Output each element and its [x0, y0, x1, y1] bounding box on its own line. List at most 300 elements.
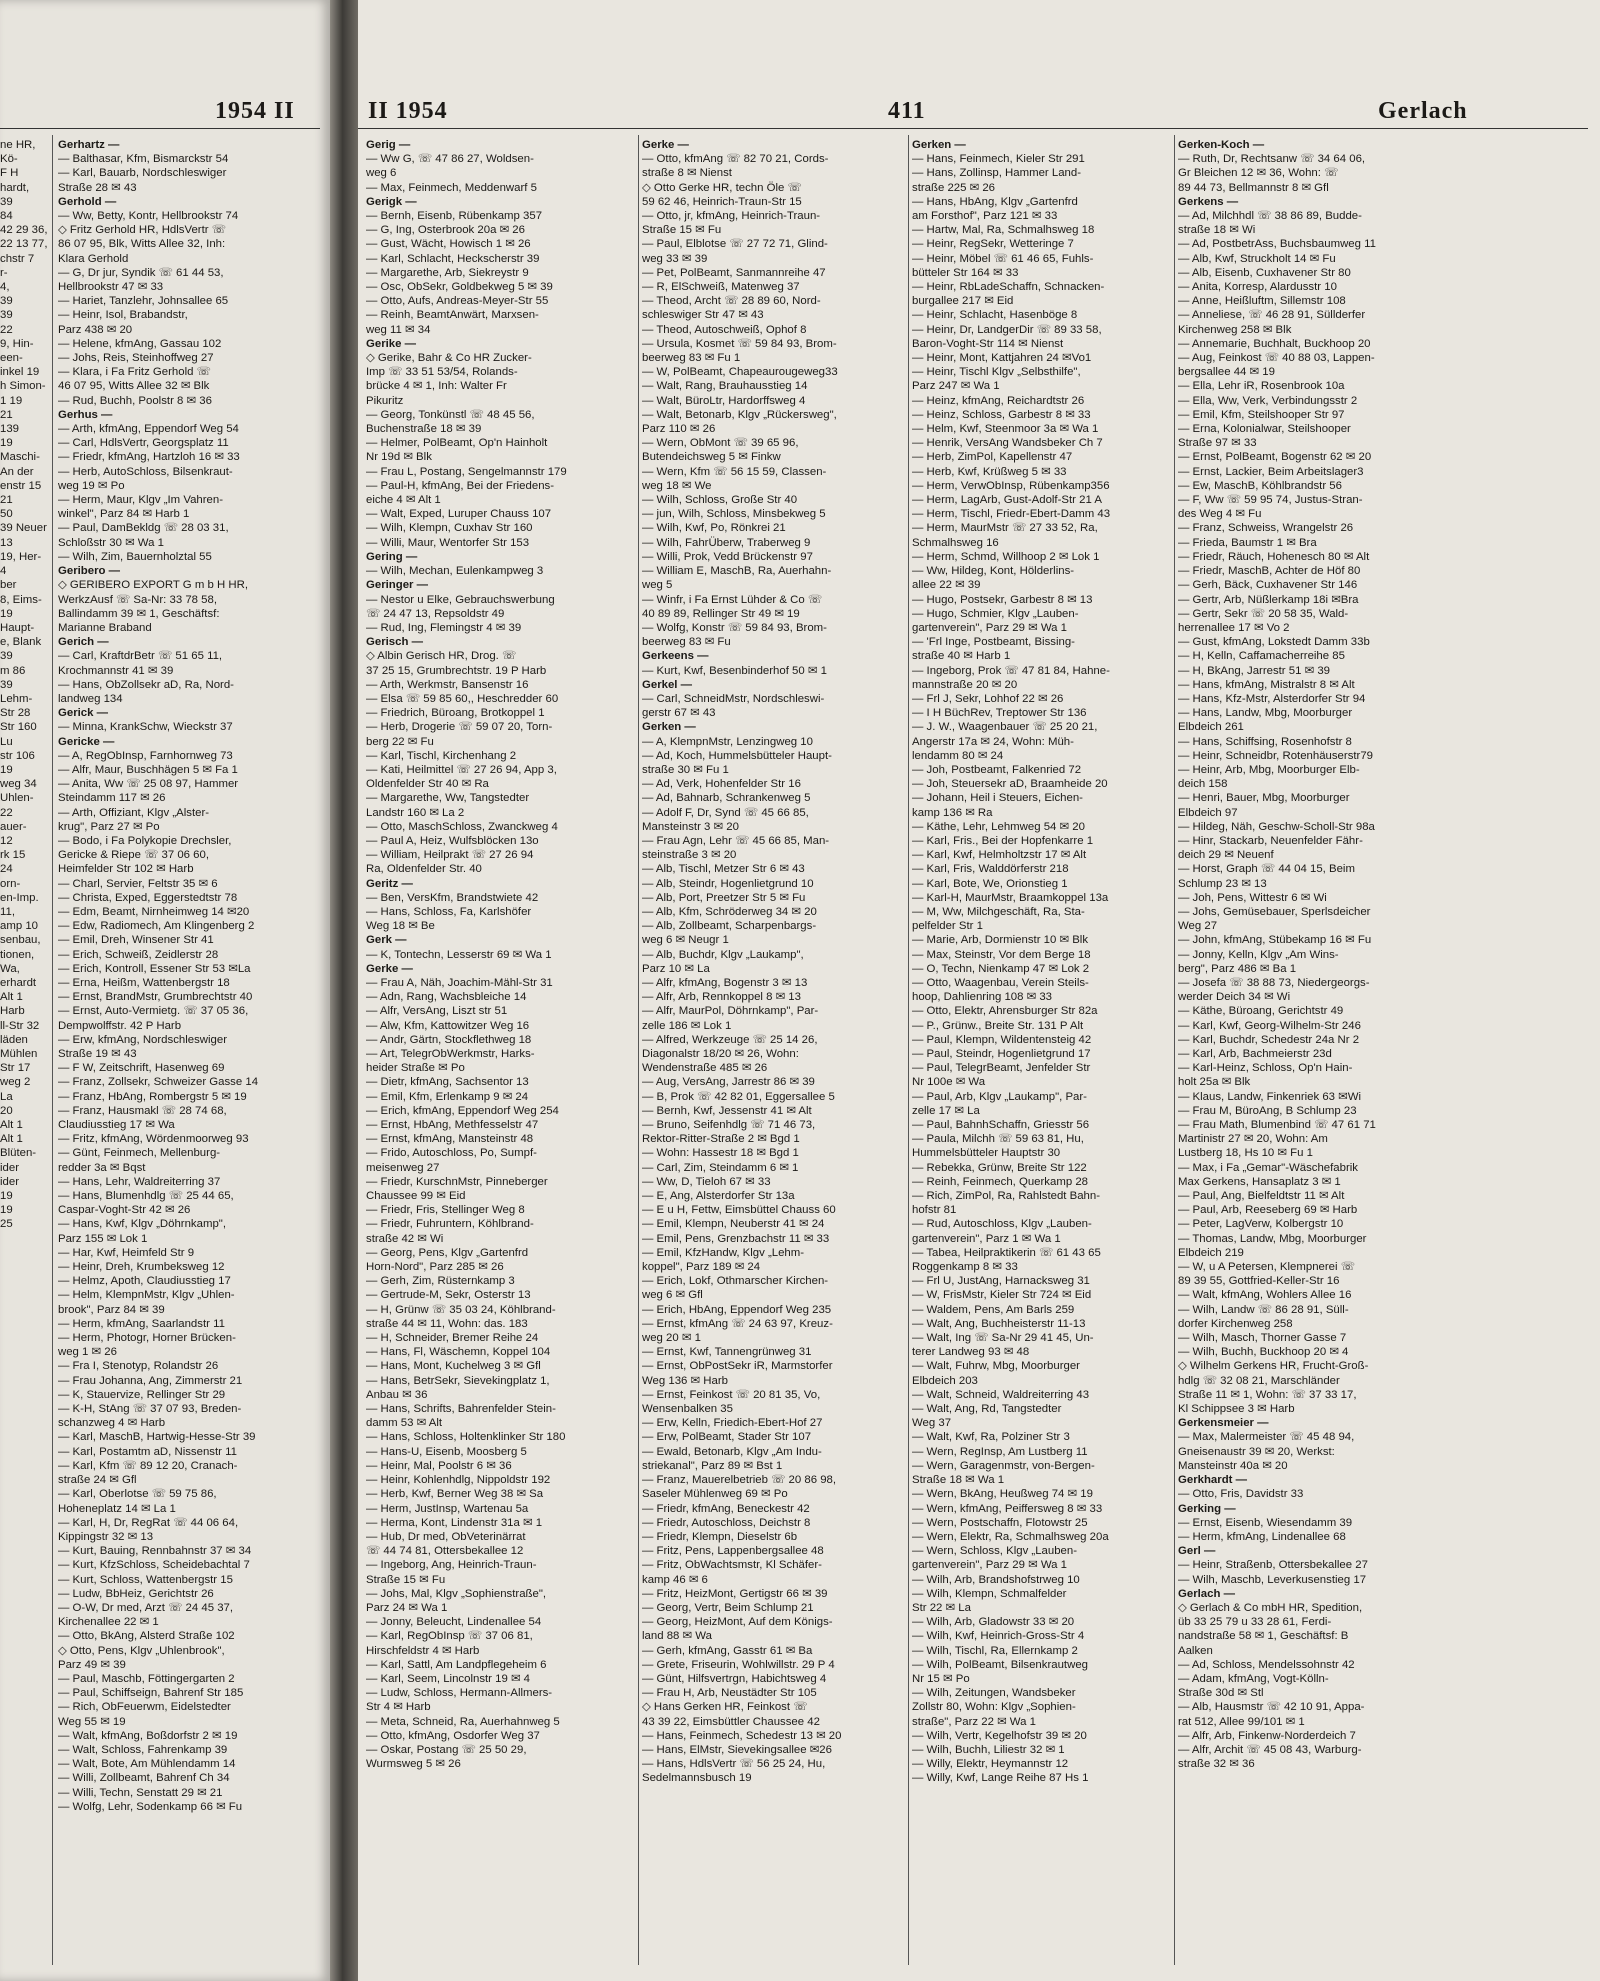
- directory-entry-line: — Wilh, Buchh, Liliestr 32 ✉ 1: [912, 1743, 1065, 1756]
- directory-entry-line: — Margarethe, Arb, Siekreystr 9: [366, 266, 529, 279]
- directory-entry-line: — Ben, VersKfm, Brandstwiete 42: [366, 891, 539, 904]
- directory-entry-line: — Emil, Kfm, Steilshooper Str 97: [1178, 408, 1345, 421]
- directory-entry-line: — Walt, Exped, Luruper Chauss 107: [366, 508, 552, 521]
- directory-entry-line: — Walt, Kwf, Ra, Polziner Str 3: [912, 1431, 1070, 1444]
- directory-entry-line: — Karl, Schlacht, Heckscherstr 39: [366, 252, 540, 265]
- directory-entry-line: — Erw, PolBeamt, Stader Str 107: [642, 1431, 812, 1444]
- directory-entry-line: — Wilh, Zeitungen, Wandsbeker: [912, 1687, 1076, 1700]
- directory-entry-line: — Helm, KlempnMstr, Klgv „Uhlen-: [58, 1289, 235, 1302]
- directory-entry-line: Buchenstraße 18 ✉ 39: [366, 423, 482, 436]
- directory-entry-line: Steindamm 117 ✉ 26: [58, 792, 166, 805]
- truncated-line-fragment: 19: [0, 607, 13, 620]
- directory-entry-line: — Alb, Kwf, Struckholt 14 ✉ Fu: [1178, 252, 1336, 265]
- directory-entry-line: — Johann, Heil i Steuers, Eichen-: [912, 792, 1083, 805]
- directory-entry-line: — Hans, Schiffsing, Rosenhofstr 8: [1178, 735, 1352, 748]
- directory-entry-line: weg 20 ✉ 1: [642, 1332, 701, 1345]
- directory-entry-line: — Wilh, Masch, Thorner Gasse 7: [1178, 1332, 1347, 1345]
- directory-entry-line: — F W, Zeitschrift, Hasenweg 69: [58, 1062, 225, 1075]
- truncated-line-fragment: h Simon-: [0, 380, 46, 393]
- directory-entry-line: — Alb, Kfm, Schröderweg 34 ✉ 20: [642, 905, 817, 918]
- directory-entry-line: — Hariet, Tanzlehr, Johnsallee 65: [58, 295, 229, 308]
- directory-entry-line: Max Gerkens, Hansaplatz 3 ✉ 1: [1178, 1175, 1341, 1188]
- directory-entry-line: — Arth, Offiziant, Klgv „Alster-: [58, 806, 210, 819]
- directory-entry-line: 89 44 73, Bellmannstr 8 ✉ Gfl: [1178, 181, 1329, 194]
- directory-entry-line: — Franz, Mauerelbetrieb ☏ 20 86 98,: [642, 1474, 837, 1487]
- surname-heading: Gerlach —: [1178, 1587, 1235, 1600]
- directory-entry-line: — Friedr, kfmAng, Beneckestr 42: [642, 1502, 810, 1515]
- truncated-line-fragment: tionen,: [0, 948, 35, 961]
- directory-entry-line: — Wolfg, Konstr ☏ 59 84 93, Brom-: [642, 621, 827, 634]
- directory-entry-line: hofstr 81: [912, 1204, 957, 1217]
- truncated-line-fragment: 22: [0, 323, 13, 336]
- directory-entry-line: — H, Grünw ☏ 35 03 24, Köhlbrand-: [366, 1303, 556, 1316]
- directory-entry-line: — Karl, Oberlotse ☏ 59 75 86,: [58, 1488, 217, 1501]
- directory-entry-line: — Ww, D, Tieloh 67 ✉ 33: [642, 1175, 771, 1188]
- directory-entry-line: — Georg, Vertr, Beim Schlump 21: [642, 1601, 814, 1614]
- directory-entry-line: straße 30 ✉ Fu 1: [642, 763, 729, 776]
- directory-entry-line: — Walt, kfmAng, Wohlers Allee 16: [1178, 1289, 1352, 1302]
- directory-entry-line: — Frieda, Baumstr 1 ✉ Bra: [1178, 536, 1317, 549]
- directory-entry-line: — Hans, Feinmech, Kieler Str 291: [912, 153, 1085, 166]
- directory-entry-line: bergsallee 44 ✉ 19: [1178, 366, 1275, 379]
- directory-entry-line: — Willi, Prok, Vedd Brückenstr 97: [642, 550, 813, 563]
- directory-entry-line: Parz 49 ✉ 39: [58, 1658, 126, 1671]
- directory-entry-line: — Emil, KfzHandw, Klgv „Lehm-: [642, 1246, 805, 1259]
- directory-entry-line: — Paul, TelegrBeamt, Jenfelder Str: [912, 1062, 1091, 1075]
- truncated-line-fragment: 39: [0, 678, 13, 691]
- truncated-line-fragment: Str 17: [0, 1062, 31, 1075]
- directory-entry-line: Dempwolffstr. 42 P Harb: [58, 1019, 182, 1032]
- directory-entry-line: — Paul, Arb, Klgv „Laukamp", Par-: [912, 1090, 1087, 1103]
- left-column-rule: [52, 135, 53, 1965]
- truncated-line-fragment: 84: [0, 210, 13, 223]
- directory-entry-line: — Max, i Fa „Gemar"-Wäschefabrik: [1178, 1161, 1358, 1174]
- directory-entry-line: — W, u A Petersen, Klempnerei ☏: [1178, 1261, 1355, 1274]
- directory-entry-line: — Reinh, BeamtAnwärt, Marxsen-: [366, 309, 539, 322]
- directory-entry-line: — Ludw, BbHeiz, Gerichtstr 26: [58, 1587, 214, 1600]
- directory-entry-line: — Wilh, FahrÜberw, Traberweg 9: [642, 536, 811, 549]
- directory-entry-line: — Hartw, Mal, Ra, Schmalhsweg 18: [912, 224, 1095, 237]
- directory-entry-line: — Bernh, Kwf, Jessenstr 41 ✉ Alt: [642, 1104, 812, 1117]
- surname-heading: Gerk —: [366, 934, 407, 947]
- directory-entry-line: weg 19 ✉ Po: [58, 479, 125, 492]
- directory-entry-line: Diagonalstr 18/20 ✉ 26, Wohn:: [642, 1048, 799, 1060]
- directory-entry-line: — Karl, Fris., Bei der Hopfenkarre 1: [912, 834, 1094, 847]
- book-gutter: [330, 0, 358, 1981]
- surname-heading: Gerke —: [642, 139, 689, 151]
- directory-entry-line: weg 6: [366, 167, 397, 180]
- truncated-line-fragment: Mühlen: [0, 1048, 38, 1060]
- directory-entry-line: — Paul A, Heiz, Wulfsblöcken 13o: [366, 834, 539, 847]
- directory-entry-line: — Erich, Kontroll, Essener Str 53 ✉La: [58, 962, 251, 975]
- directory-entry-line: terer Landweg 93 ✉ 48: [912, 1346, 1030, 1359]
- directory-entry-line: — Johs, Mal, Klgv „Sophienstraße",: [366, 1587, 547, 1600]
- directory-entry-line: — Ernst, Lackier, Beim Arbeitslager3: [1178, 465, 1364, 478]
- directory-entry-line: — Bernh, Eisenb, Rübenkamp 357: [366, 210, 543, 223]
- directory-entry-line: — Paula, Milchh ☏ 59 63 81, Hu,: [912, 1133, 1084, 1146]
- directory-entry-line: — Alfred, Werkzeuge ☏ 25 14 26,: [642, 1033, 818, 1046]
- surname-heading: Gerhold —: [58, 195, 117, 208]
- surname-heading: Geribero —: [58, 565, 121, 578]
- directory-entry-line: Hirschfeldstr 4 ✉ Harb: [366, 1644, 480, 1657]
- directory-entry-line: gartenverein", Parz 29 ✉ Wa 1: [912, 1559, 1067, 1572]
- directory-entry-line: land 88 ✉ Wa: [642, 1630, 712, 1643]
- directory-entry-line: Parz 155 ✉ Lok 1: [58, 1232, 148, 1245]
- directory-entry-line: — Walt, Betonarb, Klgv „Rückersweg",: [642, 408, 837, 421]
- directory-entry-line: — Erich, Schweiß, Zeidlerstr 28: [58, 948, 219, 961]
- truncated-line-fragment: ider: [0, 1175, 19, 1188]
- directory-entry-line: berg 22 ✉ Fu: [366, 735, 434, 748]
- truncated-line-fragment: amp 10: [0, 920, 38, 933]
- truncated-line-fragment: een-: [0, 352, 23, 365]
- directory-entry-line: brücke 4 ✉ 1, Inh: Walter Fr: [366, 380, 507, 393]
- directory-entry-line: winkel", Parz 84 ✉ Harb 1: [58, 508, 190, 521]
- truncated-line-fragment: An der: [0, 465, 34, 478]
- directory-entry-line: — Hans-U, Eisenb, Moosberg 5: [366, 1445, 527, 1458]
- truncated-line-fragment: str 106: [0, 749, 35, 762]
- directory-entry-line: — Art, TelegrObWerkmstr, Harks-: [366, 1048, 535, 1060]
- directory-entry-line: Lustberg 18, Hs 10 ✉ Fu 1: [1178, 1147, 1313, 1160]
- directory-entry-line: — R, ElSchweiß, Matenweg 37: [642, 281, 800, 294]
- directory-entry-line: Straße 15 ✉ Fu: [642, 224, 722, 237]
- directory-entry-line: — Alfr, kfmAng, Bogenstr 3 ✉ 13: [642, 976, 808, 989]
- directory-entry-line: Heimfelder Str 102 ✉ Harb: [58, 863, 194, 876]
- directory-entry-line: dorfer Kirchenweg 258: [1178, 1317, 1293, 1330]
- directory-entry-line: ◇ GERIBERO EXPORT G m b H HR,: [58, 579, 248, 592]
- truncated-line-fragment: m 86: [0, 664, 26, 677]
- directory-entry-line: — Alb, Eisenb, Cuxhavener Str 80: [1178, 266, 1351, 279]
- directory-entry-line: gerstr 67 ✉ 43: [642, 707, 716, 720]
- directory-entry-line: Butendeichsweg 5 ✉ Finkw: [642, 451, 781, 464]
- directory-entry-line: — Herb, Drogerie ☏ 59 07 20, Torn-: [366, 721, 553, 734]
- directory-entry-line: Zollstr 80, Wohn: Klgv „Sophien-: [912, 1701, 1076, 1714]
- directory-entry-line: — Herm, kfmAng, Saarlandstr 11: [58, 1317, 225, 1330]
- directory-entry-line: Angerstr 17a ✉ 24, Wohn: Müh-: [912, 735, 1074, 748]
- directory-entry-line: — Ww, Betty, Kontr, Hellbrookstr 74: [58, 210, 239, 223]
- directory-entry-line: — Franz, HbAng, Rombergstr 5 ✉ 19: [58, 1090, 247, 1103]
- truncated-line-fragment: weg 34: [0, 778, 37, 791]
- directory-entry-line: — Minna, KrankSchw, Wieckstr 37: [58, 721, 233, 734]
- directory-entry-line: brook", Parz 84 ✉ 39: [58, 1303, 165, 1316]
- directory-entry-line: — Ludw, Schloss, Hermann-Allmers-: [366, 1687, 553, 1700]
- directory-entry-line: — Hans, Zollinsp, Hammer Land-: [912, 167, 1082, 180]
- directory-entry-line: — Friedr, Autoschloss, Deichstr 8: [642, 1516, 811, 1529]
- directory-entry-line: zelle 186 ✉ Lok 1: [642, 1019, 732, 1032]
- directory-entry-line: — Horst, Graph ☏ 44 04 15, Beim: [1178, 863, 1355, 876]
- truncated-line-fragment: 25: [0, 1218, 13, 1231]
- directory-entry-line: Straße 19 ✉ 43: [58, 1048, 137, 1060]
- directory-entry-line: — Theod, Archt ☏ 28 89 60, Nord-: [642, 295, 821, 308]
- directory-entry-line: — Adolf F, Dr, Synd ☏ 45 66 85,: [642, 806, 809, 819]
- truncated-line-fragment: ber: [0, 579, 17, 592]
- directory-entry-line: — Hugo, Schmier, Klgv „Lauben-: [912, 607, 1079, 620]
- directory-entry-line: Mansteinstr 3 ✉ 20: [642, 820, 739, 833]
- directory-entry-line: — Wilh, Schloss, Große Str 40: [642, 494, 798, 507]
- directory-entry-line: striekanal", Parz 89 ✉ Bst 1: [642, 1459, 783, 1472]
- directory-entry-line: — Ruth, Dr, Rechtsanw ☏ 34 64 06,: [1178, 153, 1366, 166]
- directory-entry-line: weg 6 ✉ Gfl: [642, 1289, 703, 1302]
- directory-entry-line: — Erw, kfmAng, Nordschleswiger: [58, 1033, 228, 1046]
- surname-heading: Gerigk —: [366, 195, 417, 208]
- directory-entry-line: weg 33 ✉ 39: [642, 252, 708, 265]
- directory-entry-line: — I H BüchRev, Treptower Str 136: [912, 707, 1087, 720]
- directory-entry-line: Nr 19d ✉ Blk: [366, 451, 432, 464]
- directory-entry-line: ☏ 44 74 81, Ottersbekallee 12: [366, 1545, 524, 1558]
- directory-entry-line: — Rich, ObFeuerwm, Eidelstedter: [58, 1701, 231, 1714]
- directory-entry-line: — Josefa ☏ 38 88 73, Niedergeorgs-: [1178, 976, 1370, 989]
- truncated-line-fragment: 21: [0, 408, 13, 421]
- directory-entry-line: — Ella, Lehr iR, Rosenbrook 10a: [1178, 380, 1345, 393]
- directory-entry-line: — John, kfmAng, Stübekamp 16 ✉ Fu: [1178, 934, 1372, 947]
- directory-entry-line: — O-W, Dr med, Arzt ☏ 24 45 37,: [58, 1601, 234, 1614]
- directory-entry-line: — Anita, Korresp, Alardusstr 10: [1178, 281, 1337, 294]
- directory-entry-line: — Walt, Schneid, Waldreiterring 43: [912, 1388, 1090, 1401]
- directory-entry-line: — Hans, Feinmech, Schedestr 13 ✉ 20: [642, 1729, 842, 1742]
- directory-entry-line: — Karl, MaschB, Hartwig-Hesse-Str 39: [58, 1431, 256, 1444]
- directory-entry-line: — Wilh, Tischl, Ra, Ellernkamp 2: [912, 1644, 1078, 1657]
- directory-entry-line: — Max, Malermeister ☏ 45 48 94,: [1178, 1431, 1355, 1444]
- directory-entry-line: nandstraße 58 ✉ 1, Geschäftsf: B: [1178, 1630, 1349, 1643]
- directory-entry-line: — Wohn: Hassestr 18 ✉ Bgd 1: [642, 1147, 799, 1160]
- directory-entry-line: — Rich, ZimPol, Ra, Rahlstedt Bahn-: [912, 1190, 1101, 1203]
- directory-entry-line: — H, Kelln, Caffamacherreihe 85: [1178, 650, 1345, 663]
- directory-entry-line: — Paul, Arb, Reeseberg 69 ✉ Harb: [1178, 1204, 1358, 1217]
- left-page: [0, 0, 330, 1981]
- directory-entry-line: — Walt, Ing ☏ Sa-Nr 29 41 45, Un-: [912, 1332, 1094, 1345]
- directory-entry-line: — Ella, Ww, Verk, Verbindungsstr 2: [1178, 394, 1358, 407]
- directory-entry-line: ◇ Otto, Pens, Klgv „Uhlenbrook",: [58, 1644, 225, 1657]
- directory-entry-line: — Aug, Feinkost ☏ 40 88 03, Lappen-: [1178, 352, 1375, 365]
- directory-entry-line: — Herm, kfmAng, Lindenallee 68: [1178, 1530, 1346, 1543]
- directory-entry-line: ◇ Hans Gerken HR, Feinkost ☏: [642, 1701, 808, 1714]
- directory-entry-line: — Herb, ZimPol, Kapellenstr 47: [912, 451, 1073, 464]
- directory-entry-line: — Ad, Verk, Hohenfelder Str 16: [642, 778, 801, 791]
- directory-entry-line: weg 11 ✉ 34: [366, 323, 431, 336]
- directory-entry-line: — Frido, Autoschloss, Po, Sumpf-: [366, 1147, 537, 1160]
- directory-entry-line: — Peter, LagVerw, Kolbergstr 10: [1178, 1218, 1344, 1231]
- directory-column-5: [1178, 138, 1440, 1771]
- directory-entry-line: — Willy, Kwf, Lange Reihe 87 Hs 1: [912, 1772, 1089, 1785]
- directory-entry-line: — Karl, Tischl, Kirchenhang 2: [366, 749, 517, 762]
- directory-entry-line: — Ernst, Kwf, Tannengrünweg 31: [642, 1346, 812, 1359]
- truncated-line-fragment: läden: [0, 1033, 28, 1046]
- truncated-line-fragment: Kö-: [0, 153, 18, 166]
- directory-entry-line: — Käthe, Lehr, Lehmweg 54 ✉ 20: [912, 820, 1085, 833]
- directory-entry-line: — Otto, BkAng, Alsterd Straße 102: [58, 1630, 235, 1643]
- directory-entry-line: — Friedrich, Büroang, Brotkoppel 1: [366, 707, 545, 720]
- directory-entry-line: straße 24 ✉ Gfl: [58, 1474, 137, 1487]
- directory-entry-line: — Fritz, ObWachtsmstr, Kl Schäfer-: [642, 1559, 822, 1572]
- directory-entry-line: — Gust, kfmAng, Lokstedt Damm 33b: [1178, 636, 1370, 649]
- directory-entry-line: — Max, Feinmech, Meddenwarf 5: [366, 181, 537, 194]
- directory-entry-line: Str 22 ✉ La: [912, 1601, 971, 1614]
- surname-heading: Gerken —: [642, 721, 696, 734]
- directory-entry-line: — Franz, Schweiss, Wrangelstr 26: [1178, 522, 1354, 535]
- directory-entry-line: kamp 136 ✉ Ra: [912, 806, 993, 819]
- directory-entry-line: — Wern, Schloss, Klgv „Lauben-: [912, 1545, 1078, 1558]
- truncated-line-fragment: Alt 1: [0, 1133, 23, 1146]
- directory-entry-line: — Otto, MaschSchloss, Zwanckweg 4: [366, 820, 558, 833]
- directory-entry-line: — William, Heilprakt ☏ 27 26 94: [366, 849, 534, 862]
- directory-entry-line: ◇ Albin Gerisch HR, Drog. ☏: [366, 650, 517, 663]
- directory-entry-line: — Friedr, MaschB, Achter de Höf 80: [1178, 565, 1361, 578]
- directory-entry-line: Aalken: [1178, 1644, 1213, 1657]
- truncated-line-fragment: Blüten-: [0, 1147, 37, 1160]
- directory-entry-line: — Willi, Zollbeamt, Bahrenf Ch 34: [58, 1772, 230, 1785]
- directory-entry-line: — Alfr, VersAng, Liszt str 51: [366, 1005, 508, 1018]
- directory-entry-line: — Ernst, BrandMstr, Grumbrechtstr 40: [58, 991, 253, 1004]
- directory-entry-line: — Pet, PolBeamt, Sanmannreihe 47: [642, 266, 826, 279]
- directory-entry-line: — Ew, MaschB, Köhlbrandstr 56: [1178, 479, 1342, 492]
- directory-entry-line: — Klara, i Fa Fritz Gerhold ☏: [58, 366, 211, 379]
- directory-entry-line: — Wern, kfmAng, Peiffersweg 8 ✉ 33: [912, 1502, 1103, 1515]
- directory-entry-line: — Frl J, Sekr, Lohhof 22 ✉ 26: [912, 692, 1064, 705]
- truncated-line-fragment: 19, Her-: [0, 550, 42, 563]
- truncated-line-fragment: Str 160: [0, 721, 37, 734]
- directory-entry-line: — Thomas, Landw, Mbg, Moorburger: [1178, 1232, 1367, 1245]
- directory-entry-line: bütteler Str 164 ✉ 33: [912, 266, 1019, 279]
- directory-entry-line: beerweg 83 ✉ Fu 1: [642, 352, 741, 365]
- truncated-line-fragment: orn-: [0, 877, 21, 890]
- directory-entry-line: — Walt, Rang, Brauhausstieg 14: [642, 380, 808, 393]
- directory-entry-line: — Helmer, PolBeamt, Op'n Hainholt: [366, 437, 548, 450]
- directory-entry-line: Kirchenweg 258 ✉ Blk: [1178, 323, 1292, 336]
- directory-entry-line: — Georg, HeizMont, Auf dem Königs-: [642, 1616, 833, 1629]
- truncated-line-fragment: ll-Str 32: [0, 1019, 40, 1032]
- directory-entry-line: — W, FrisMstr, Kieler Str 724 ✉ Eid: [912, 1289, 1092, 1302]
- truncated-line-fragment: 50: [0, 508, 13, 521]
- directory-entry-line: — Balthasar, Kfm, Bismarckstr 54: [58, 153, 229, 166]
- directory-entry-line: — Hans, Schloss, Holtenklinker Str 180: [366, 1431, 566, 1444]
- directory-entry-line: Anbau ✉ 36: [366, 1388, 428, 1401]
- directory-entry-line: — Wilh, Mechan, Eulenkampweg 3: [366, 565, 544, 578]
- directory-entry-line: — Dietr, kfmAng, Sachsentor 13: [366, 1076, 529, 1089]
- directory-entry-line: landweg 134: [58, 692, 123, 705]
- directory-entry-line: — Ingeborg, Prok ☏ 47 81 84, Hahne-: [912, 664, 1110, 677]
- truncated-line-fragment: senbau,: [0, 934, 41, 947]
- directory-entry-line: — Heinr, Kohlenhdlg, Nippoldstr 192: [366, 1474, 551, 1487]
- truncated-line-fragment: Lehm-: [0, 692, 33, 705]
- directory-entry-line: — Otto, kfmAng ☏ 82 70 21, Cords-: [642, 153, 829, 166]
- truncated-line-fragment: 4: [0, 565, 7, 578]
- directory-entry-line: — Fra I, Stenotyp, Rolandstr 26: [58, 1360, 219, 1373]
- directory-entry-line: — Herb, Kwf, Berner Weg 38 ✉ Sa: [366, 1488, 544, 1501]
- directory-entry-line: — Hans, BetrSekr, Sievekingplatz 1,: [366, 1374, 550, 1387]
- truncated-line-fragment: 11,: [0, 905, 15, 918]
- directory-entry-line: — Joh, Steuersekr aD, Braamheide 20: [912, 778, 1108, 791]
- truncated-line-fragment: rk 15: [0, 849, 26, 862]
- directory-entry-line: Oldenfelder Str 40 ✉ Ra: [366, 778, 489, 791]
- directory-entry-line: damm 53 ✉ Alt: [366, 1417, 443, 1430]
- directory-entry-line: — Anne, Heißluftm, Sillemstr 108: [1178, 295, 1346, 308]
- directory-entry-line: — F, Ww ☏ 59 95 74, Justus-Stran-: [1178, 494, 1363, 507]
- directory-entry-line: Parz 110 ✉ 26: [642, 423, 716, 436]
- directory-entry-line: — Ernst, Auto-Vermietg. ☏ 37 05 36,: [58, 1005, 249, 1018]
- truncated-line-fragment: r-: [0, 266, 8, 279]
- directory-entry-line: — Rud, Buchh, Poolstr 8 ✉ 36: [58, 394, 212, 407]
- directory-entry-line: — Heinr, Dr, LandgerDir ☏ 89 33 58,: [912, 323, 1102, 336]
- directory-entry-line: Straße 18 ✉ Wa 1: [912, 1474, 1005, 1487]
- directory-entry-line: — Andr, Gärtn, Stockflethweg 18: [366, 1033, 532, 1046]
- directory-entry-line: Saseler Mühlenweg 69 ✉ Po: [642, 1488, 788, 1501]
- directory-entry-line: — K, Stauervize, Rellinger Str 29: [58, 1388, 226, 1401]
- directory-entry-line: — Frau Agn, Lehr ☏ 45 66 85, Man-: [642, 834, 830, 847]
- directory-entry-line: — Franz, Hausmakl ☏ 28 74 68,: [58, 1104, 227, 1117]
- directory-entry-line: — Max, Steinstr, Vor dem Berge 18: [912, 948, 1091, 961]
- directory-entry-line: 89 39 55, Gottfried-Keller-Str 16: [1178, 1275, 1340, 1288]
- directory-entry-line: üb 33 25 79 u 33 28 61, Ferdi-: [1178, 1616, 1332, 1629]
- truncated-line-fragment: 19: [0, 1204, 13, 1217]
- directory-entry-line: — Heinr, Dreh, Krumbeksweg 12: [58, 1261, 225, 1274]
- directory-entry-line: Str 4 ✉ Harb: [366, 1701, 431, 1714]
- directory-entry-line: 40 89 89, Rellinger Str 49 ✉ 19: [642, 607, 800, 620]
- directory-entry-line: rat 512, Allee 99/101 ✉ 1: [1178, 1715, 1305, 1728]
- directory-entry-line: — Hans, Blumenhdlg ☏ 25 44 65,: [58, 1190, 234, 1203]
- directory-entry-line: — Wilh, Landw ☏ 86 28 91, Süll-: [1178, 1303, 1349, 1316]
- directory-entry-line: — Emil, Klempn, Neuberstr 41 ✉ 24: [642, 1218, 825, 1231]
- directory-entry-line: — Karl, Bote, We, Orionstieg 1: [912, 877, 1068, 890]
- directory-entry-line: — Alfr, Maur, Buschhägen 5 ✉ Fa 1: [58, 763, 238, 776]
- directory-entry-line: — Nestor u Elke, Gebrauchswerbung: [366, 593, 555, 606]
- directory-entry-line: schleswiger Str 47 ✉ 43: [642, 309, 764, 322]
- directory-entry-line: — Alb, Tischl, Metzer Str 6 ✉ 43: [642, 863, 805, 876]
- directory-entry-line: — Wern, Garagenmstr, von-Bergen-: [912, 1459, 1095, 1472]
- right-page: [358, 0, 1600, 1981]
- directory-entry-line: — Ww, Hildeg, Kont, Hölderlins-: [912, 565, 1075, 578]
- directory-entry-line: — Karl, Fris, Walddörferstr 218: [912, 863, 1069, 876]
- directory-entry-line: — Willi, Techn, Senstatt 29 ✉ 21: [58, 1786, 223, 1799]
- directory-entry-line: Sedelmannsbusch 19: [642, 1772, 752, 1785]
- directory-entry-line: Hoheneplatz 14 ✉ La 1: [58, 1502, 176, 1515]
- directory-entry-line: — Paul, BahnhSchaffn, Griesstr 56: [912, 1119, 1090, 1132]
- surname-heading: Geringer —: [366, 579, 429, 592]
- truncated-line-fragment: auer-: [0, 820, 27, 833]
- directory-entry-line: — Henrik, VersAng Wandsbeker Ch 7: [912, 437, 1103, 450]
- page-number: 411: [888, 98, 926, 124]
- directory-entry-line: — Heinz, Schloss, Garbestr 8 ✉ 33: [912, 408, 1091, 421]
- directory-entry-line: Straße 28 ✉ 43: [58, 181, 137, 194]
- directory-entry-line: — Otto, jr, kfmAng, Heinrich-Traun-: [642, 210, 821, 223]
- directory-entry-line: 37 25 15, Grumbrechtstr. 19 P Harb: [366, 664, 547, 677]
- truncated-line-fragment: inkel 19: [0, 366, 40, 379]
- directory-entry-line: — M, Ww, Milchgeschäft, Ra, Sta-: [912, 905, 1085, 918]
- directory-entry-line: — Wern, Postschaffn, Flotowstr 25: [912, 1516, 1088, 1529]
- directory-entry-line: — Rebekka, Grünw, Breite Str 122: [912, 1161, 1087, 1174]
- directory-entry-line: Kl Schippsee 3 ✉ Harb: [1178, 1403, 1295, 1416]
- directory-entry-line: — Fritz, kfmAng, Wördenmoorweg 93: [58, 1133, 249, 1146]
- directory-entry-line: hdlg ☏ 32 08 21, Marschländer: [1178, 1374, 1340, 1387]
- surname-heading: Gerig —: [366, 139, 411, 151]
- directory-entry-line: — Heinr, Mal, Poolstr 6 ✉ 36: [366, 1459, 512, 1472]
- surname-heading: Gerhus —: [58, 408, 113, 421]
- directory-column-4: [912, 138, 1172, 1786]
- directory-entry-line: straße 8 ✉ Nienst: [642, 167, 732, 180]
- directory-entry-line: — Ingeborg, Ang, Heinrich-Traun-: [366, 1559, 537, 1572]
- directory-entry-line: — Paul, Steindr, Hogenlietgrund 17: [912, 1048, 1091, 1060]
- directory-entry-line: — Margarethe, Ww, Tangstedter: [366, 792, 530, 805]
- surname-heading: Gerike —: [366, 337, 417, 350]
- directory-entry-line: — Alfr, Arb, Finkenw-Norderdeich 7: [1178, 1729, 1356, 1742]
- directory-entry-line: — Friedr, Räuch, Hohenesch 80 ✉ Alt: [1178, 550, 1370, 563]
- directory-entry-line: — Paul-H, kfmAng, Bei der Friedens-: [366, 479, 555, 492]
- directory-entry-line: — Heinr, RbLadeSchaffn, Schnacken-: [912, 281, 1105, 294]
- directory-entry-line: — Joh, Pens, Wittestr 6 ✉ Wi: [1178, 891, 1327, 904]
- directory-entry-line: — Charl, Servier, Feltstr 35 ✉ 6: [58, 877, 218, 890]
- directory-entry-line: — Gertr, Sekr ☏ 20 58 35, Wald-: [1178, 607, 1349, 620]
- directory-entry-line: — Arth, Werkmstr, Bansenstr 16: [366, 678, 529, 691]
- directory-entry-line: — Heinr, Straßenb, Ottersbekallee 27: [1178, 1559, 1368, 1572]
- directory-entry-line: — Erna, Kolonialwar, Steilshooper: [1178, 423, 1351, 436]
